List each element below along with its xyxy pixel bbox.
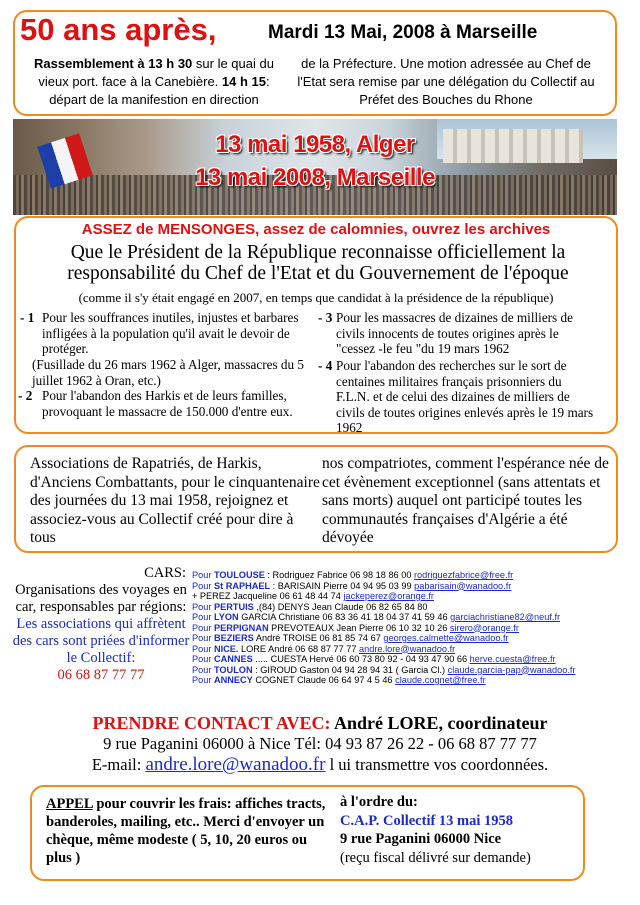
rally-place: sur le quai du vieux port. face à la Canebière. — [38, 56, 274, 89]
cars-title: CARS: — [144, 565, 186, 581]
donation-box — [30, 785, 585, 881]
rally-time: Rassemblement à 13 h 30 — [34, 56, 193, 71]
cars-section — [12, 565, 190, 684]
cars-list — [192, 570, 575, 686]
pour-label: Pour — [192, 664, 214, 675]
car-contact: LORE André 06 68 87 77 77 — [238, 643, 360, 654]
donation-text: pour couvrir les frais: affiches tracts, banderoles, mailing, etc.. Merci d'envoyer un chèque, même modeste ( 5, 10, 20 euros ou plus ) — [46, 796, 326, 866]
car-entry — [192, 633, 575, 644]
car-contact: PREVOTEAUX Jean Pierre 06 10 32 10 26 — [268, 622, 450, 633]
car-contact: GARCIA Christiane 06 83 36 41 18 04 37 41 59 46 — [238, 612, 451, 622]
donation-right — [340, 793, 580, 867]
car-city: PERPIGNAN — [213, 622, 269, 633]
appeal-right: nos compatriotes, comment l'espérance née de cet évènement exceptionnel (sans attentats et sans morts) auquel ont participé toutes les communautés françaises d'Algérie a été dévoyée — [322, 455, 609, 546]
demands-headline: ASSEZ de MENSONGES, assez de calomnies, ouvrez les archives — [81, 221, 551, 238]
collectif-phone: 06 68 87 77 77 — [57, 667, 145, 683]
car-contact: ..... CUESTA Hervé 06 60 73 80 92 - 04 93 47 90 66 — [252, 654, 470, 664]
demands-sub: (comme il s'y était engagé en 2007, en temps que candidat à la présidence de la république) — [78, 290, 554, 305]
donation-left — [46, 795, 336, 867]
car-email-link[interactable]: pabarisain@wanadoo.fr — [414, 580, 512, 591]
pour-label: Pour — [192, 622, 214, 633]
car-city: NICE. — [213, 643, 239, 654]
cars-associations: Les associations qui affrètent des cars sont priées d'informer le Collectif: — [12, 616, 190, 666]
item-3-text: Pour les massacres de dizaines de milliers de civils innocents de toutes origines après le "cessez -le feu "du 19 mars 1962 — [336, 310, 573, 356]
car-email-link[interactable]: herve.cuesta@free.fr — [469, 654, 556, 664]
appeal-left: Associations de Rapatriés, de Harkis, d'Anciens Combattants, pour le cinquantenaire des journées du 13 mai 1958, rejoignez et associez-vous au Collectif créé pour dire à tous — [30, 455, 320, 546]
car-entry — [192, 612, 575, 623]
car-contact: ,(84) DENYS Jean Claude 06 82 65 84 80 — [253, 601, 428, 612]
item-4-number: - 4 — [318, 358, 333, 373]
car-entry — [192, 570, 575, 581]
car-email-link[interactable]: andre.lore@wanadoo.fr — [359, 643, 456, 654]
item-4-text: Pour l'abandon des recherches sur le sort de centaines militaires français prisonniers du F.L.N. et de celui des dizaines de milliers de civils de toutes origines enlevés après le 19 mars 1962 — [336, 358, 594, 435]
car-city: TOULOUSE — [213, 570, 265, 580]
pour-label: Pour — [192, 612, 214, 622]
departure-text: : départ de la manifestion en direction — [49, 74, 270, 107]
pour-label: Pour — [192, 570, 214, 580]
car-contact: COGNET Claude 06 64 97 4 5 46 — [252, 675, 396, 685]
car-city: St RAPHAEL — [213, 580, 271, 591]
photo-banner — [13, 119, 617, 215]
car-city: TOULON — [213, 664, 253, 675]
car-email-link[interactable]: georges.calmette@wanadoo.fr — [383, 633, 509, 643]
contact-section — [0, 713, 640, 776]
car-city: ANNECY — [213, 675, 253, 685]
contact-email-link[interactable]: andre.lore@wanadoo.fr — [145, 754, 326, 775]
car-entry — [192, 665, 575, 676]
car-entry — [192, 654, 575, 665]
car-contact: André TROISE 06 81 85 74 67 — [253, 633, 384, 643]
car-city: LYON — [213, 612, 239, 622]
email-label: E-mail: — [91, 755, 142, 774]
item-3-number: - 3 — [318, 310, 333, 325]
car-email-link[interactable]: rodriguezfabrice@free.fr — [414, 570, 514, 580]
car-email-link[interactable]: claude.garcia-pap@wanadoo.fr — [447, 664, 576, 675]
car-contact: + PEREZ Jacqueline 06 61 48 44 74 — [192, 591, 344, 601]
cars-organisers: Organisations des voyages en car, responsables par régions: — [15, 582, 187, 615]
car-email-link[interactable]: claude.cognet@free.fr — [395, 675, 486, 685]
car-contact: : GIROUD Gaston 04 94 28 94 31 ( Garcia Cl.) — [252, 664, 448, 675]
car-entry — [192, 591, 575, 602]
pour-label: Pour — [192, 654, 214, 664]
banner-title-1958: 13 mai 1958, Alger — [215, 131, 415, 158]
car-entry — [192, 581, 575, 592]
pour-label: Pour — [192, 633, 214, 643]
event-date: Mardi 13 Mai, 2008 à Marseille — [268, 22, 538, 43]
car-contact: : BARISAIN Pierre 04 94 95 03 99 — [270, 580, 415, 591]
rally-info — [20, 55, 288, 109]
payee-address: 9 rue Paganini 06000 Nice — [340, 831, 502, 847]
email-after: l ui transmettre vos coordonnées. — [325, 755, 549, 774]
pour-label: Pour — [192, 580, 214, 591]
item-1-number: - 1 — [20, 310, 35, 325]
car-entry — [192, 602, 575, 613]
appel-label: APPEL — [46, 796, 93, 812]
car-email-link[interactable]: sirero@orange.fr — [449, 622, 519, 633]
item-2-text: Pour l'abandon des Harkis et de leurs familles, provoquant le massacre de 150.000 d'entre eux. — [42, 388, 293, 419]
car-entry — [192, 644, 575, 655]
car-city: BEZIERS — [213, 633, 254, 643]
pour-label: Pour — [192, 675, 214, 685]
contact-address: 9 rue Paganini 06000 à Nice Tél: 04 93 87 26 22 - 06 68 87 77 77 — [103, 734, 537, 753]
item-2-number: - 2 — [18, 388, 33, 403]
car-email-link[interactable]: garciachristiane82@neuf.fr — [450, 612, 561, 622]
contact-name: André LORE, coordinateur — [334, 713, 548, 733]
item-1-text: Pour les souffrances inutiles, injustes et barbares infligées à la population qu'il avait le devoir de protéger. — [42, 310, 299, 356]
departure-time: 14 h 15 — [221, 74, 267, 89]
car-city: CANNES — [213, 654, 253, 664]
demands-main: Que le Président de la République reconnaisse officiellement la responsabilité du Chef de l'Etat et du Gouvernement de l'époque — [67, 242, 569, 284]
headline-50-ans: 50 ans après, — [20, 12, 217, 47]
banner-title-2008: 13 mai 2008, Marseille — [195, 164, 435, 191]
demands-box — [14, 216, 618, 434]
car-entry — [192, 623, 575, 634]
car-city: PERTUIS — [213, 601, 254, 612]
car-entry — [192, 675, 575, 686]
order-label: à l'ordre du: — [340, 794, 418, 810]
pour-label: Pour — [192, 643, 214, 654]
car-email-link[interactable]: jackeperez@orange.fr — [343, 591, 434, 601]
contact-label: PRENDRE CONTACT AVEC: — [92, 713, 331, 733]
item-1-note: (Fusillade du 26 mars 1962 à Alger, massacres du 5 juillet 1962 à Oran, etc.) — [32, 357, 304, 388]
pour-label: Pour — [192, 601, 214, 612]
motion-info: de la Préfecture. Une motion adressée au Chef de l'Etat sera remise par une délégation du Collectif au Préfet des Bouches du Rhone — [297, 56, 595, 107]
car-contact: : Rodriguez Fabrice 06 98 18 86 00 — [264, 570, 414, 580]
appeal-box — [14, 445, 618, 553]
receipt-note: (reçu fiscal délivré sur demande) — [340, 849, 531, 866]
payee: C.A.P. Collectif 13 mai 1958 — [340, 812, 514, 829]
